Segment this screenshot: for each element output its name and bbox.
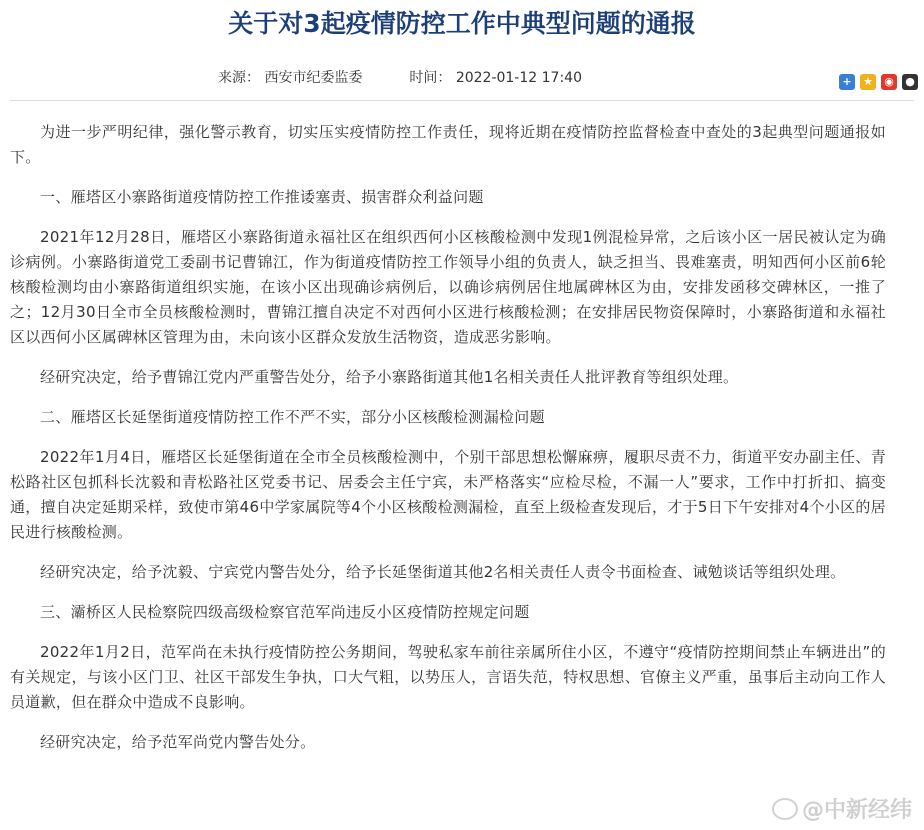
time-label: 时间： — [409, 70, 452, 86]
article-meta — [218, 68, 582, 88]
qzone-icon[interactable]: ★ — [860, 74, 876, 90]
watermark — [772, 793, 912, 824]
paragraph-case-2: 2022年1月4日，雁塔区长延堡街道在全市全员核酸检测中，个别干部思想松懈麻痹，履职尽责不力，街道平安办副主任、青松路社区包抓科长沈毅和青松路社区党委书记、居委会主任宁宾，未严格落实“应检尽检，不漏一人”要求，工作中打折扣、搞变通，擅自决定延期采样，致使市第46中学家属院等4个小区核酸检测漏检，直至上级检查发现后，才于5日下午安排对4个小区的居民进行核酸检测。 — [10, 448, 886, 541]
source-label: 来源： — [218, 70, 260, 86]
share-toolbar — [839, 74, 918, 90]
source-value: 西安市纪委监委 — [264, 70, 363, 86]
paragraph-decision-2: 经研究决定，给予沈毅、宁宾党内警告处分，给予长延堡街道其他2名相关责任人责令书面检查、诫勉谈话等组织处理。 — [40, 563, 846, 581]
paragraph-case-1: 2021年12月28日，雁塔区小寨路街道永福社区在组织西何小区核酸检测中发现1例混检异常，之后该小区一居民被认定为确诊病例。小寨路街道党工委副书记曹锦江，作为街道疫情防控工作领导小组的负责人，缺乏担当、畏难塞责，明知西何小区前6轮核酸检测均由小寨路街道组织实施，在该小区出现确诊病例后，以确诊病例居住地属碑林区为由，安排发函移交碑林区，一推了之；12月30日全市全员核酸检测时，曹锦江擅自决定不对西何小区进行核酸检测；在安排居民物资保障时，小寨路街道和永福社区以西何小区属碑林区管理为由，未向该小区群众发放生活物资，造成恶劣影响。 — [10, 228, 886, 346]
article-title: 关于对3起疫情防控工作中典型问题的通报 — [228, 9, 696, 38]
watermark-text: @中新经纬 — [801, 798, 912, 823]
weibo-icon[interactable]: ◉ — [881, 74, 897, 90]
paragraph-decision-1: 经研究决定，给予曹锦江党内严重警告处分，给予小寨路街道其他1名相关责任人批评教育等组织处理。 — [40, 368, 739, 386]
header-divider — [10, 100, 914, 101]
paragraph-intro: 为进一步严明纪律，强化警示教育，切实压实疫情防控工作责任，现将近期在疫情防控监督检查中查处的3起典型问题通报如下。 — [10, 123, 886, 166]
section-heading-2: 二、雁塔区长延堡街道疫情防控工作不严不实，部分小区核酸检测漏检问题 — [40, 408, 545, 426]
qq-icon[interactable]: ● — [902, 74, 918, 90]
time-value: 2022-01-12 17:40 — [455, 70, 582, 86]
paragraph-decision-3: 经研究决定，给予范军尚党内警告处分。 — [40, 733, 316, 751]
section-heading-3: 三、灞桥区人民检察院四级高级检察官范军尚违反小区疫情防控规定问题 — [40, 603, 530, 621]
paragraph-case-3: 2022年1月2日，范军尚在未执行疫情防控公务期间，驾驶私家车前往亲属所住小区，不遵守“疫情防控期间禁止车辆进出”的有关规定，与该小区门卫、社区干部发生争执，口大气粗，以势压人，言语失范，特权思想、官僚主义严重，虽事后主动向工作人员道歉，但在群众中造成不良影响。 — [10, 643, 886, 711]
article-body — [10, 120, 886, 770]
share-plus-icon[interactable]: + — [839, 74, 855, 90]
weibo-logo-icon — [772, 798, 798, 820]
section-heading-1: 一、雁塔区小寨路街道疫情防控工作推诿塞责、损害群众利益问题 — [40, 188, 484, 206]
